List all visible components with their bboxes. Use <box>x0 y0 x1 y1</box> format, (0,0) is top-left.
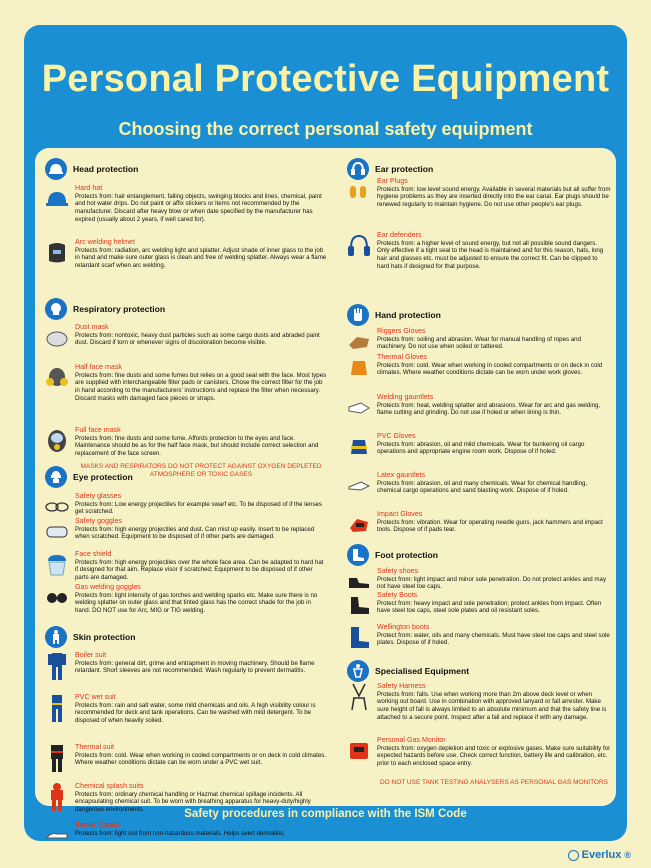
item-desc: Protects from: cold. Wear when working in cooled compartments or on deck in cold climates. Where weather conditions dictate can be worn under a PVC wet suit. <box>75 751 327 767</box>
item-gas-welding-goggles <box>45 583 327 615</box>
section-title: Skin protection <box>73 632 136 642</box>
item-riggers-gloves <box>347 327 611 351</box>
section-eye-protection <box>45 464 327 614</box>
safety-boots-icon <box>347 593 371 619</box>
item-title: Chemical splash suits <box>75 782 144 790</box>
section-title: Head protection <box>73 164 139 174</box>
item-desc: Protects from: ordinary chemical handling or Hazmat chemical spillage incidents. All encapsulating chemical suit. To be worn with breathing apparatus for heavy-duty/highly dangerous environments. <box>75 790 311 813</box>
gas-monitor-icon <box>347 738 371 764</box>
item-desc: Protects from: hair entanglement, falling objects, swinging blocks and lines, chemical, paint and hot water drips. Do not paint or affix stickers or items not recommended by the manufacturer. Discard after heavy blow or when date specified by the manufacturer has expired (usually about 2 years, if well cared for). <box>75 192 322 223</box>
item-title: Safety Harness <box>377 682 426 690</box>
welding-gauntlets-icon <box>347 395 371 421</box>
item-title: Half face mask <box>75 363 122 371</box>
item-ear-defenders <box>347 231 611 270</box>
item-title: Arc welding helmet <box>75 238 135 246</box>
poster-frame <box>24 25 627 841</box>
section-specialised-equipment <box>347 658 611 786</box>
wellington-boots-icon <box>347 625 371 651</box>
item-desc: Protect from: light impact and minor sole penetration. Do not protect ankles and may not have steel toe caps. <box>377 575 607 591</box>
section-title: Specialised Equipment <box>375 666 470 676</box>
item-title: Latex gauntlets <box>377 471 426 479</box>
respirator-icon <box>45 298 67 320</box>
item-half-face-mask <box>45 363 327 402</box>
item-desc: Protects from: fine dusts and some fume. Affords protection to the eyes and face. Maintenance should be as for the half face mask, but should include correct selection and replacement of the face screen. <box>75 434 319 457</box>
brand-trademark: ® <box>624 850 631 860</box>
item-title: Thermal suit <box>75 743 115 751</box>
impact-gloves-icon <box>347 512 371 538</box>
item-title: Face shield <box>75 550 112 558</box>
item-desc: Protects from: heat, welding splatter and abrasions. Wear for arc and gas welding, flame cutting and grinding. Do not use if holed or when lining is thin. <box>377 401 601 417</box>
item-barrier-cream <box>45 821 327 837</box>
item-desc: Protects from: high energy projectiles and dust. Can mist up easily. Insert to be replaced when scratched. Equipment to be disposed of if other parts are damaged. <box>75 525 315 541</box>
item-boiler-suit <box>45 651 327 675</box>
item-latex-gauntlets <box>347 471 611 495</box>
item-title: Impact Gloves <box>377 510 423 518</box>
item-title: Ear Plugs <box>377 177 408 185</box>
section-title: Hand protection <box>375 310 441 320</box>
item-title: Safety goggles <box>75 517 122 525</box>
item-title: Full face mask <box>75 426 121 434</box>
item-desc: Protects from: abrasion, oil and mild chemicals. Wear for bunkering oil cargo operations and appropriate engine room work. Dispose of if holed. <box>377 440 585 456</box>
item-title: Personal Gas Monitor <box>377 736 446 744</box>
section-title: Foot protection <box>375 550 439 560</box>
item-thermal-gloves <box>347 353 611 377</box>
item-title: Safety shoes <box>377 567 419 575</box>
item-title: Boiler suit <box>75 651 107 659</box>
ear-plugs-icon <box>347 179 371 205</box>
pvc-wet-suit-icon <box>45 695 69 721</box>
item-arc-welding-helmet <box>45 238 327 270</box>
item-title: Riggers Gloves <box>377 327 426 335</box>
item-safety-harness <box>347 682 611 721</box>
item-desc: Protects from: vibration. Wear for operating needle guns, jack hammers and impact tools. Dispose of if pads tear. <box>377 518 603 534</box>
item-hard-hat <box>45 184 327 223</box>
brand-logo <box>568 849 631 861</box>
head-protection-icon <box>45 158 67 180</box>
item-title: Welding gauntlets <box>377 393 434 401</box>
item-title: Dust mask <box>75 323 109 331</box>
pvc-gloves-icon <box>347 434 371 460</box>
section-hand-protection <box>347 302 611 534</box>
respiratory-warning: MASKS AND RESPIRATORS DO NOT PROTECT AGAINST OXYGEN DEPLETED ATMOSPHERE OR TOXIC GASES <box>80 463 322 478</box>
item-title: Safety Boots <box>377 591 418 599</box>
section-head-protection <box>45 156 327 269</box>
item-safety-shoes <box>347 567 611 591</box>
hand-protection-icon <box>347 304 369 326</box>
item-desc: Protect from: water, oils and many chemicals. Must have steel toe caps and steel sole plates. Dispose of if holed. <box>377 631 610 647</box>
item-ear-plugs <box>347 177 611 209</box>
eye-protection-icon <box>45 466 67 488</box>
item-desc: Protects from: rain and salt water, some mild chemicals and oils. A high visibility colour is recommended for deck and tank operations. Can be washed with mild detergent. To be disposed of when heavily soiled. <box>75 701 316 724</box>
safety-goggles-icon <box>45 519 69 545</box>
item-desc: Protects from: high energy projectiles over the whole face area. Can be adapted to hard hat if designed for that aim. Replace visor if scratched; Equipment to be disposed of if other parts are damaged. <box>75 558 324 581</box>
barrier-cream-icon <box>45 823 69 849</box>
item-personal-gas-monitor <box>347 736 611 768</box>
section-foot-protection <box>347 542 611 647</box>
item-desc: Protects from: general dirt, grime and entrapment in moving machinery. Should be flame retardant. Short sleeves are not recommended. Wash regularly to prevent dermatitis. <box>75 659 315 675</box>
item-desc: Protects from: falls. Use when working more than 2m above deck level or when working out board. Use in combination with approved lanyard or fall arrester. Make sure height of fall is always limited to an absolute minimum and that the safety line is attached to a secure point. Inspect after a fall and replace if with any damage. <box>377 690 607 721</box>
item-desc: Protects from: oxygen depletion and toxic or explosive gases. Make sure suitability for expected hazards before use. Check correct function, battery life and calibration, etc. prior to each enclosed space entry. <box>377 744 611 767</box>
item-desc: Protects from: cold. Wear when working in cooled compartments or on deck in cold climates. Where weather conditions dictate can be worn under work gloves. <box>377 361 603 377</box>
specialised-equipment-icon <box>347 660 369 682</box>
item-title: PVC wet suit <box>75 693 116 701</box>
thermal-suit-icon <box>45 745 69 771</box>
item-desc: Protects from: Low energy projectiles for example swarf etc. To be disposed of if the lenses get scratched. <box>75 500 322 516</box>
item-title: Hard hat <box>75 184 103 192</box>
item-desc: Protects from: light intensity of gas torches and welding sparks etc. Make sure there is no welding splatter on outer glass and that tinted glass has the correct shade for the job in hand. DO NOT use for Arc, MIG or TIG welding. <box>75 591 318 614</box>
item-desc: Protects from: low level sound energy. Available in several materials but all suffer from hygiene problems as they are inserted directly into the ear canal. Ear plugs should be renewed regularly to maintain hygiene. Do not use other people's ear plugs. <box>377 185 611 208</box>
item-desc: Protects from: soiling and abrasion. Wear for manual handling of ropes and machinery. Do not use when soiled or tattered. <box>377 335 582 351</box>
item-title: Thermal Gloves <box>377 353 428 361</box>
brand-name: Everlux <box>581 849 622 861</box>
item-wellington-boots <box>347 623 611 647</box>
item-safety-boots <box>347 591 611 615</box>
face-shield-icon <box>45 552 69 578</box>
item-dust-mask <box>45 323 327 347</box>
item-desc: Protects from: a higher level of sound energy, but not all possible sound dangers. Only effective if a tight seal to the head is maintained and for this reason, hats, long hair and glasses etc. must be adjusted to ensure the correct fit. Can be clipped to hard hats if designed for that purpose. <box>377 239 604 270</box>
riggers-gloves-icon <box>347 329 371 355</box>
item-desc: Protects from: nontoxic, heavy dust particles such as some cargo dusts and abraded paint dust. Discard if torn or whenever signs of discoloration become visible. <box>75 331 320 347</box>
foot-protection-icon <box>347 544 369 566</box>
item-desc: Protects from: radiation, arc welding light and splatter. Adjust shade of inner glass to the job in hand and make sure outer glass is clean and free of welding splatter. Always wear a flame retardant scarf when arc welding. <box>75 246 327 269</box>
half-face-mask-icon <box>45 365 69 391</box>
safety-harness-icon <box>347 684 371 710</box>
item-title: Safety glasses <box>75 492 122 500</box>
item-thermal-suit <box>45 743 327 767</box>
chemical-suit-icon <box>45 784 69 810</box>
section-title: Eye protection <box>73 472 133 482</box>
item-safety-goggles <box>45 517 327 541</box>
gas-monitor-warning: DO NOT USE TANK TESTING ANALYSERS AS PERSONAL GAS MONITORS <box>379 779 609 786</box>
gas-welding-goggles-icon <box>45 585 69 611</box>
full-face-mask-icon <box>45 428 69 454</box>
item-title: Ear defenders <box>377 231 422 239</box>
item-pvc-gloves <box>347 432 611 456</box>
item-safety-glasses <box>45 492 327 516</box>
item-title: Gas welding goggles <box>75 583 141 591</box>
item-desc: Protects from: abrasion, oil and many chemicals. Wear for chemical handling, chemical cargo operations and sand blasting work. Dispose of if holed. <box>377 479 588 495</box>
hard-hat-icon <box>45 186 69 212</box>
section-title: Respiratory protection <box>73 304 166 314</box>
page-title: Personal Protective Equipment <box>41 58 610 100</box>
item-desc: Protects from: fine dusts and some fumes but relies on a good seal with the face. Most types are supplied with interchangeable filter pads or canisters. Chose the correct filter for the job in hand according to the manufacturers' instructions and replace the filter when necessary. Discard masks with damaged face pieces or straps. <box>75 371 327 402</box>
item-face-shield <box>45 550 327 582</box>
item-title: Wellington boots <box>377 623 430 631</box>
brand-symbol-icon <box>568 850 579 861</box>
item-desc: Protects from: light soil from non-hazardous materials. Helps avert dermatitis. <box>75 829 285 837</box>
item-full-face-mask <box>45 426 327 458</box>
item-title: PVC Gloves <box>377 432 416 440</box>
thermal-gloves-icon <box>347 355 371 381</box>
item-impact-gloves <box>347 510 611 534</box>
section-ear-protection <box>347 156 611 270</box>
item-welding-gauntlets <box>347 393 611 417</box>
skin-protection-icon <box>45 626 67 648</box>
dust-mask-icon <box>45 325 69 351</box>
footer-text: Safety procedures in compliance with the ISM Code <box>184 808 467 820</box>
boiler-suit-icon <box>45 653 69 679</box>
welding-helmet-icon <box>45 240 69 266</box>
page-subtitle: Choosing the correct personal safety equipment <box>118 119 533 139</box>
latex-gauntlets-icon <box>347 473 371 499</box>
item-title: Barrier Cream <box>75 821 120 829</box>
ear-defenders-icon <box>347 233 371 259</box>
section-title: Ear protection <box>375 164 434 174</box>
item-pvc-wet-suit <box>45 693 327 725</box>
item-desc: Protect from: heavy impact and sole penetration; protect ankles from impact. Often have steel toe caps, steel sole plates and oil resistant soles. <box>377 599 602 615</box>
